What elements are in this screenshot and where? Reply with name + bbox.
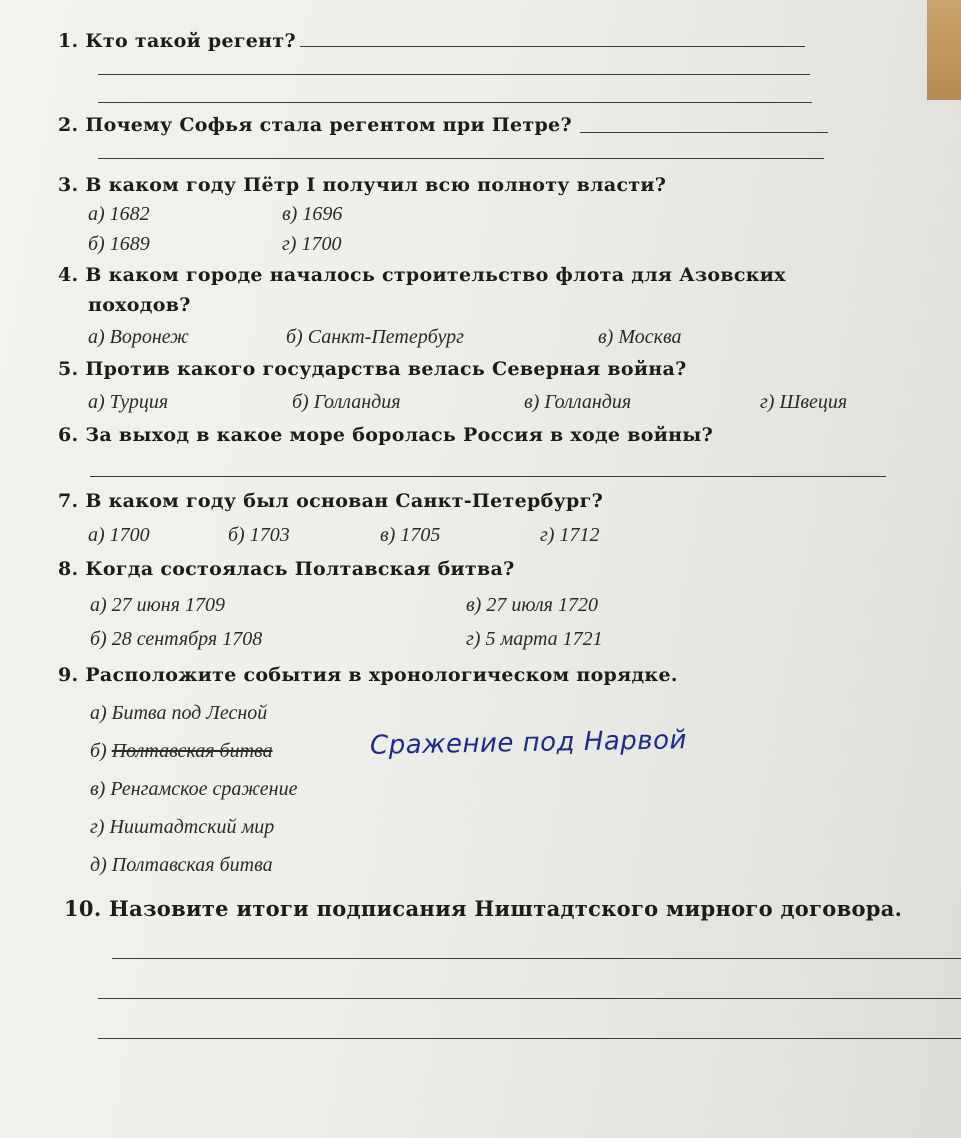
- q9-option-d: д) Полтавская битва: [90, 854, 273, 876]
- question-10: 10. Назовите итоги подписания Ништадтского мирного договора.: [64, 896, 903, 921]
- q4-option-v: в) Москва: [598, 326, 682, 348]
- q5-option-b: б) Голландия: [292, 391, 401, 413]
- answer-line-10c[interactable]: [98, 1038, 961, 1039]
- q5-option-a: а) Турция: [88, 391, 169, 413]
- q9-option-v: в) Ренгамское сражение: [90, 778, 298, 800]
- answer-line-1c[interactable]: [98, 102, 812, 103]
- q5-option-g: г) Швеция: [760, 391, 848, 413]
- q3-option-v: в) 1696: [282, 203, 343, 225]
- answer-line-1b[interactable]: [98, 74, 810, 75]
- q8-option-b: б) 28 сентября 1708: [90, 628, 263, 650]
- q3-option-g: г) 1700: [282, 233, 342, 255]
- question-6: 6. За выход в какое море боролась Россия в ходе войны?: [58, 424, 714, 446]
- question-4-cont: походов?: [88, 294, 191, 316]
- q4-option-a: а) Воронеж: [88, 326, 189, 348]
- answer-line-1a[interactable]: [300, 46, 805, 47]
- handwritten-correction: Сражение под Нарвой: [369, 725, 688, 761]
- question-8: 8. Когда состоялась Полтавская битва?: [58, 558, 515, 580]
- question-2: 2. Почему Софья стала регентом при Петре?: [58, 114, 572, 136]
- answer-line-10a[interactable]: [112, 958, 961, 959]
- q4-option-b: б) Санкт-Петербург: [286, 326, 464, 348]
- question-3: 3. В каком году Пётр I получил всю полноту власти?: [58, 174, 667, 196]
- q7-option-g: г) 1712: [540, 524, 600, 546]
- q9-option-b-struck: Полтавская битва: [111, 740, 273, 762]
- q9-option-g: г) Ништадтский мир: [90, 816, 275, 838]
- q7-option-v: в) 1705: [380, 524, 441, 546]
- q8-option-v: в) 27 июля 1720: [466, 594, 598, 616]
- question-9: 9. Расположите события в хронологическом порядке.: [58, 664, 678, 686]
- q8-option-g: г) 5 марта 1721: [466, 628, 603, 650]
- q9-option-a: а) Битва под Лесной: [90, 702, 268, 724]
- question-5: 5. Против какого государства велась Северная война?: [58, 358, 687, 380]
- answer-line-2b[interactable]: [98, 158, 824, 159]
- question-1: 1. Кто такой регент?: [58, 30, 296, 52]
- q8-option-a: а) 27 июня 1709: [90, 594, 225, 616]
- q7-option-b: б) 1703: [228, 524, 290, 546]
- q3-option-b: б) 1689: [88, 233, 150, 255]
- q7-option-a: а) 1700: [88, 524, 150, 546]
- question-7: 7. В каком году был основан Санкт-Петербург?: [58, 490, 604, 512]
- answer-line-6[interactable]: [90, 476, 886, 477]
- q3-option-a: а) 1682: [88, 203, 150, 225]
- answer-line-2a[interactable]: [580, 132, 828, 133]
- q5-option-v: в) Голландия: [524, 391, 632, 413]
- q9-option-b-letter: б): [90, 740, 107, 762]
- answer-line-10b[interactable]: [98, 998, 961, 999]
- question-4: 4. В каком городе началось строительство флота для Азовских: [58, 264, 786, 286]
- q9-option-b: [90, 740, 273, 763]
